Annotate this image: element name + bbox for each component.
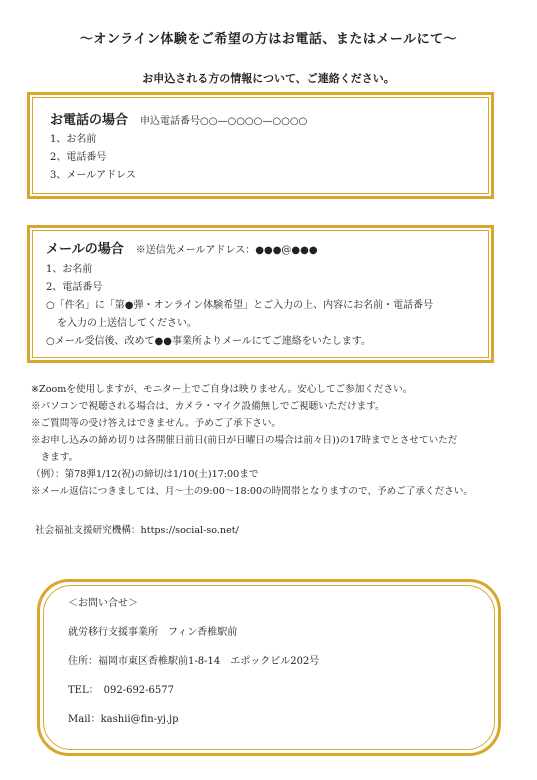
note-line: きます。 — [31, 452, 79, 463]
contact-mail: Mail：kashii@fin-yj.jp — [68, 714, 179, 725]
contact-details — [68, 618, 319, 734]
list-item: 2、電話番号 — [46, 282, 103, 293]
contact-heading: ＜お問い合せ＞ — [68, 598, 138, 609]
phone-section-items — [50, 131, 136, 185]
contact-address: 住所：福岡市東区香椎駅前1-8-14 エポックビル202号 — [68, 656, 320, 667]
list-item: 1、お名前 — [46, 264, 93, 275]
note-line: ※ご質問等の受け答えはできません。予めご了承下さい。 — [31, 418, 282, 429]
list-item: ○メール受信後、改めて●●事業所よりメールにてご連絡をいたします。 — [46, 336, 371, 347]
contact-tel: TEL： 092-692-6577 — [68, 685, 174, 696]
phone-section-header — [50, 109, 307, 128]
phone-section-heading: お電話の場合 — [50, 113, 129, 128]
list-item: 2、電話番号 — [50, 152, 107, 163]
phone-section-box — [27, 92, 494, 199]
organization-line: 社会福祉支援研究機構：https://social-so.net/ — [35, 525, 239, 536]
phone-number-note: 申込電話番号○○—○○○○—○○○○ — [140, 116, 308, 127]
contact-office: 就労移行支援事業所 フィン香椎駅前 — [68, 627, 238, 638]
note-line: ※Zoomを使用しますが、モニター上でご自身は映りません。安心してご参加ください。 — [31, 384, 413, 395]
mail-address-note: ※送信先メールアドレス：●●●@●●● — [135, 245, 318, 256]
note-line: ※メール返信につきましては、月〜土の9:00〜18:00の時間帯となりますので、予めご了承ください。 — [31, 486, 473, 497]
list-item: ○「件名」に「第●弾・オンライン体験希望」とご入力の上、内容にお名前・電話番号 — [46, 300, 434, 311]
list-item: 3、メールアドレス — [50, 170, 136, 181]
mail-section-items — [46, 261, 433, 351]
note-line: （例）：第78弾1/12(祝)の締切は1/10(土)17:00まで — [31, 469, 259, 480]
list-item: 1、お名前 — [50, 134, 97, 145]
page-title: 〜オンライン体験をご希望の方はお電話、またはメールにて〜 — [79, 32, 458, 47]
note-line: ※お申し込みの締め切りは各開催日前日(前日が日曜日の場合は前々日))の17時までとさせていただ — [31, 435, 458, 446]
notes-list — [31, 381, 473, 500]
mail-section-box — [27, 225, 494, 363]
mail-section-heading: メールの場合 — [46, 242, 124, 257]
page-subtitle: お申込される方の情報について、ご連絡ください。 — [142, 72, 395, 85]
list-item-continuation: を入力の上送信してください。 — [57, 318, 197, 329]
contact-box — [37, 579, 501, 756]
mail-section-header — [46, 238, 318, 257]
note-line: ※パソコンで視聴される場合は、カメラ・マイク設備無しでご視聴いただけます。 — [31, 401, 385, 412]
